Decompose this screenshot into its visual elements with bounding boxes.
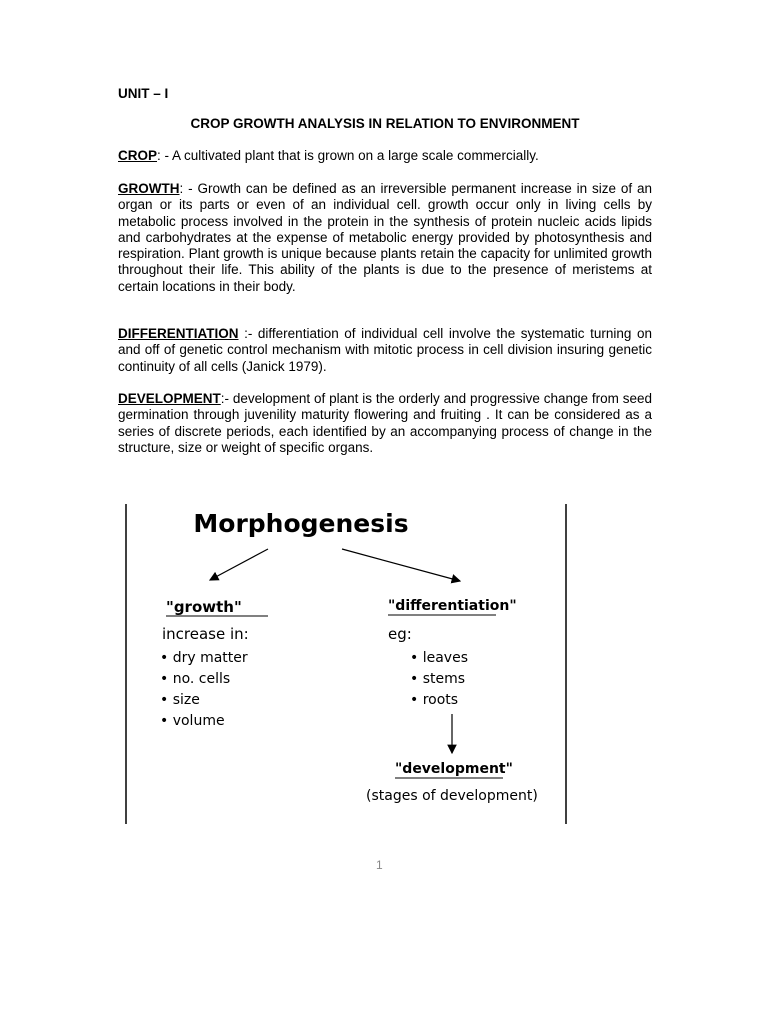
differentiation-item: • roots [410,692,459,708]
page-number: 1 [376,858,383,872]
development-definition [118,391,652,456]
morphogenesis-diagram [120,502,572,827]
differentiation-item: • stems [410,671,466,687]
growth-subheading: increase in: [162,625,249,643]
growth-item: • size [160,692,200,708]
differentiation-term: DIFFERENTIATION [118,326,239,341]
differentiation-item: • leaves [410,650,468,666]
development-text: :- development of plant is the orderly and progressive change from seed germination through juvenility maturity flowering and fruiting . It can be considered as a series of discrete periods, each identified by an accompanying process of change in the structure, size or weight of specific organs. [118,391,652,455]
differentiation-subheading: eg: [388,625,412,643]
arrow-to-growth [210,549,268,580]
arrow-to-differentiation [342,549,460,581]
growth-item: • dry matter [160,650,248,666]
crop-definition [118,148,652,164]
development-term: DEVELOPMENT [118,391,221,406]
development-heading: "development" [395,761,513,777]
growth-item: • volume [160,713,225,729]
development-caption: (stages of development) [366,788,538,804]
growth-definition [118,181,652,295]
unit-heading: UNIT – I [118,86,169,101]
growth-item: • no. cells [160,671,231,687]
document-title: CROP GROWTH ANALYSIS IN RELATION TO ENVIRONMENT [190,116,580,131]
differentiation-text: :- differentiation of individual cell involve the systematic turning on and off of genetic control mechanism with mitotic process in cell division insuring genetic continuity of all cells (Janick 1979). [118,326,652,374]
differentiation-heading: "differentiation" [388,598,517,614]
diagram-title: Morphogenesis [193,509,409,538]
crop-text: : - A cultivated plant that is grown on a large scale commercially. [157,148,539,163]
growth-term: GROWTH [118,181,180,196]
growth-heading: "growth" [166,598,242,616]
differentiation-definition [118,326,652,375]
growth-text: : - Growth can be defined as an irreversible permanent increase in size of an organ or its parts or even of an individual cell. growth occur only in living cells by metabolic process involved in the protein in the synthesis of protein nucleic acids lipids and carbohydrates at the expense of metabolic energy provided by photosynthesis and respiration. Plant growth is unique because plants retain the capacity for unlimited growth throughout their life. This ability of the plants is due to the presence of meristems at certain locations in their body. [118,181,652,294]
crop-term: CROP [118,148,158,163]
